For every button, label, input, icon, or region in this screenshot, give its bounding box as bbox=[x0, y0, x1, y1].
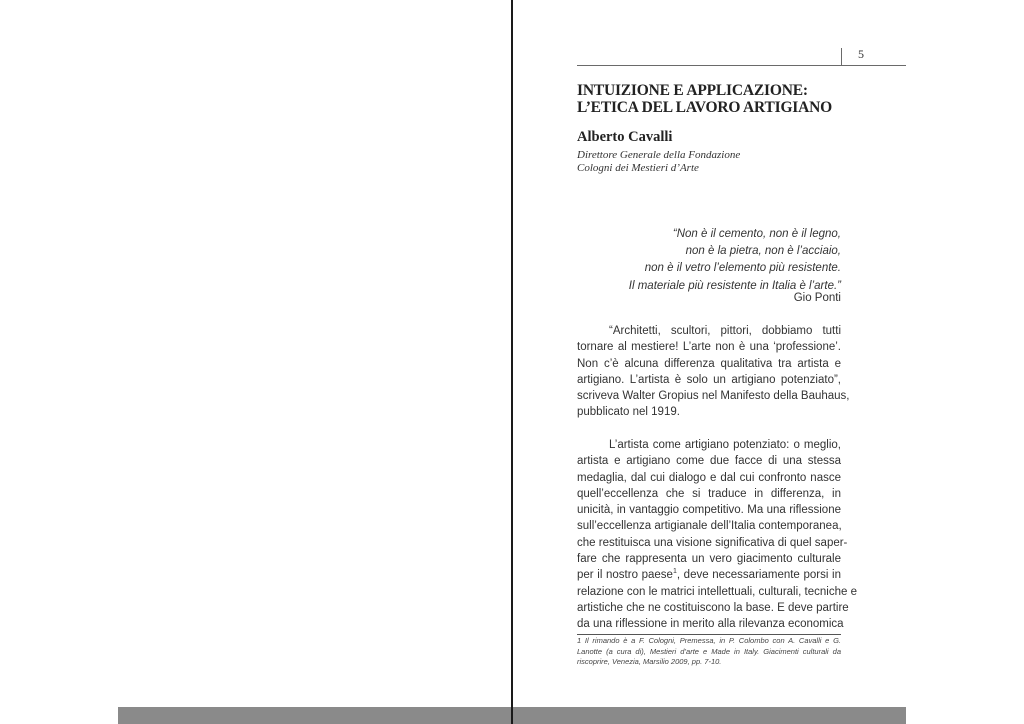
paragraph-line: quell’eccellenza che si traduce in differenza, in bbox=[577, 487, 841, 500]
chapter-title bbox=[577, 82, 907, 116]
header-divider-tick bbox=[841, 48, 842, 65]
paragraph-line bbox=[577, 567, 841, 583]
epigraph-line: “Non è il cemento, non è il legno, bbox=[672, 228, 841, 240]
footnote-reference[interactable]: 1 bbox=[672, 568, 677, 576]
paragraph-line: Non c’è alcuna differenza qualitativa tra artista e bbox=[577, 357, 841, 370]
footnote-line: 1 Il rimando è a F. Cologni, Premessa, in P. Colombo con A. Cavalli e G. bbox=[577, 636, 841, 645]
body-paragraph-1 bbox=[577, 323, 850, 421]
footnote-line: riscoprire, Venezia, Marsilio 2009, pp. 7-10. bbox=[577, 657, 722, 666]
footnote bbox=[577, 636, 841, 668]
paragraph-line: artigiano. L’artista è solo un artigiano potenziato”, bbox=[577, 373, 841, 386]
epigraph-line: non è il vetro l’elemento più resistente. bbox=[644, 262, 841, 275]
epigraph-author: Gio Ponti bbox=[793, 292, 841, 304]
footnote-rule bbox=[577, 634, 841, 635]
paragraph-line: “Architetti, scultori, pittori, dobbiamo tutti bbox=[609, 325, 841, 337]
paragraph-line: scriveva Walter Gropius nel Manifesto della Bauhaus, bbox=[577, 390, 850, 403]
author-affiliation bbox=[577, 149, 740, 175]
epigraph-line: non è la pietra, non è l’acciaio, bbox=[685, 245, 841, 258]
epigraph-quote bbox=[577, 226, 841, 295]
paragraph-line: L’artista come artigiano potenziato: o meglio, bbox=[609, 439, 841, 451]
paragraph-line: medaglia, dal cui dialogo e dal cui confronto nasce bbox=[577, 471, 841, 484]
paragraph-line: tornare al mestiere! L’arte non è una ‘professione’. bbox=[577, 341, 841, 354]
title-line: L’ETICA DEL LAVORO ARTIGIANO bbox=[577, 99, 832, 116]
author-name: Alberto Cavalli bbox=[577, 129, 673, 145]
paragraph-line: da una riflessione in merito alla rilevanza economica bbox=[577, 618, 844, 631]
paragraph-line-start: per il nostro paese bbox=[577, 569, 673, 582]
paragraph-line: sull’eccellenza artigianale dell’Italia contemporanea, bbox=[577, 520, 842, 533]
left-page-blank bbox=[0, 0, 511, 724]
paragraph-line: unicità, in vantaggio competitivo. Ma una riflessione bbox=[577, 504, 841, 517]
paragraph-line-end: , deve necessariamente porsi in bbox=[676, 569, 841, 582]
title-line: INTUIZIONE E APPLICAZIONE: bbox=[577, 82, 808, 99]
affiliation-line: Direttore Generale della Fondazione bbox=[577, 149, 741, 161]
body-paragraph-2 bbox=[577, 437, 857, 633]
paragraph-line: che restituisca una visione significativa di quel saper- bbox=[577, 536, 848, 549]
paragraph-line: artista e artigiano come due facce di una stessa bbox=[577, 455, 841, 468]
epigraph-line: Il materiale più resistente in Italia è l’arte.” bbox=[628, 279, 841, 292]
running-header-rule bbox=[577, 65, 906, 66]
paragraph-line: pubblicato nel 1919. bbox=[577, 406, 680, 419]
paragraph-line: relazione con le matrici intellettuali, culturali, tecniche e bbox=[577, 585, 857, 598]
bottom-gutter-mark bbox=[511, 707, 513, 724]
footnote-line: Lanotte (a cura di), Mestieri d’arte e Made in Italy. Giacimenti culturali da bbox=[577, 646, 841, 656]
paragraph-line: artistiche che ne costituiscono la base. E deve partire bbox=[577, 601, 849, 614]
paragraph-line: fare che rappresenta un vero giacimento culturale bbox=[577, 553, 841, 566]
page-number: 5 bbox=[858, 47, 864, 61]
affiliation-line: Cologni dei Mestieri d’Arte bbox=[577, 162, 699, 174]
